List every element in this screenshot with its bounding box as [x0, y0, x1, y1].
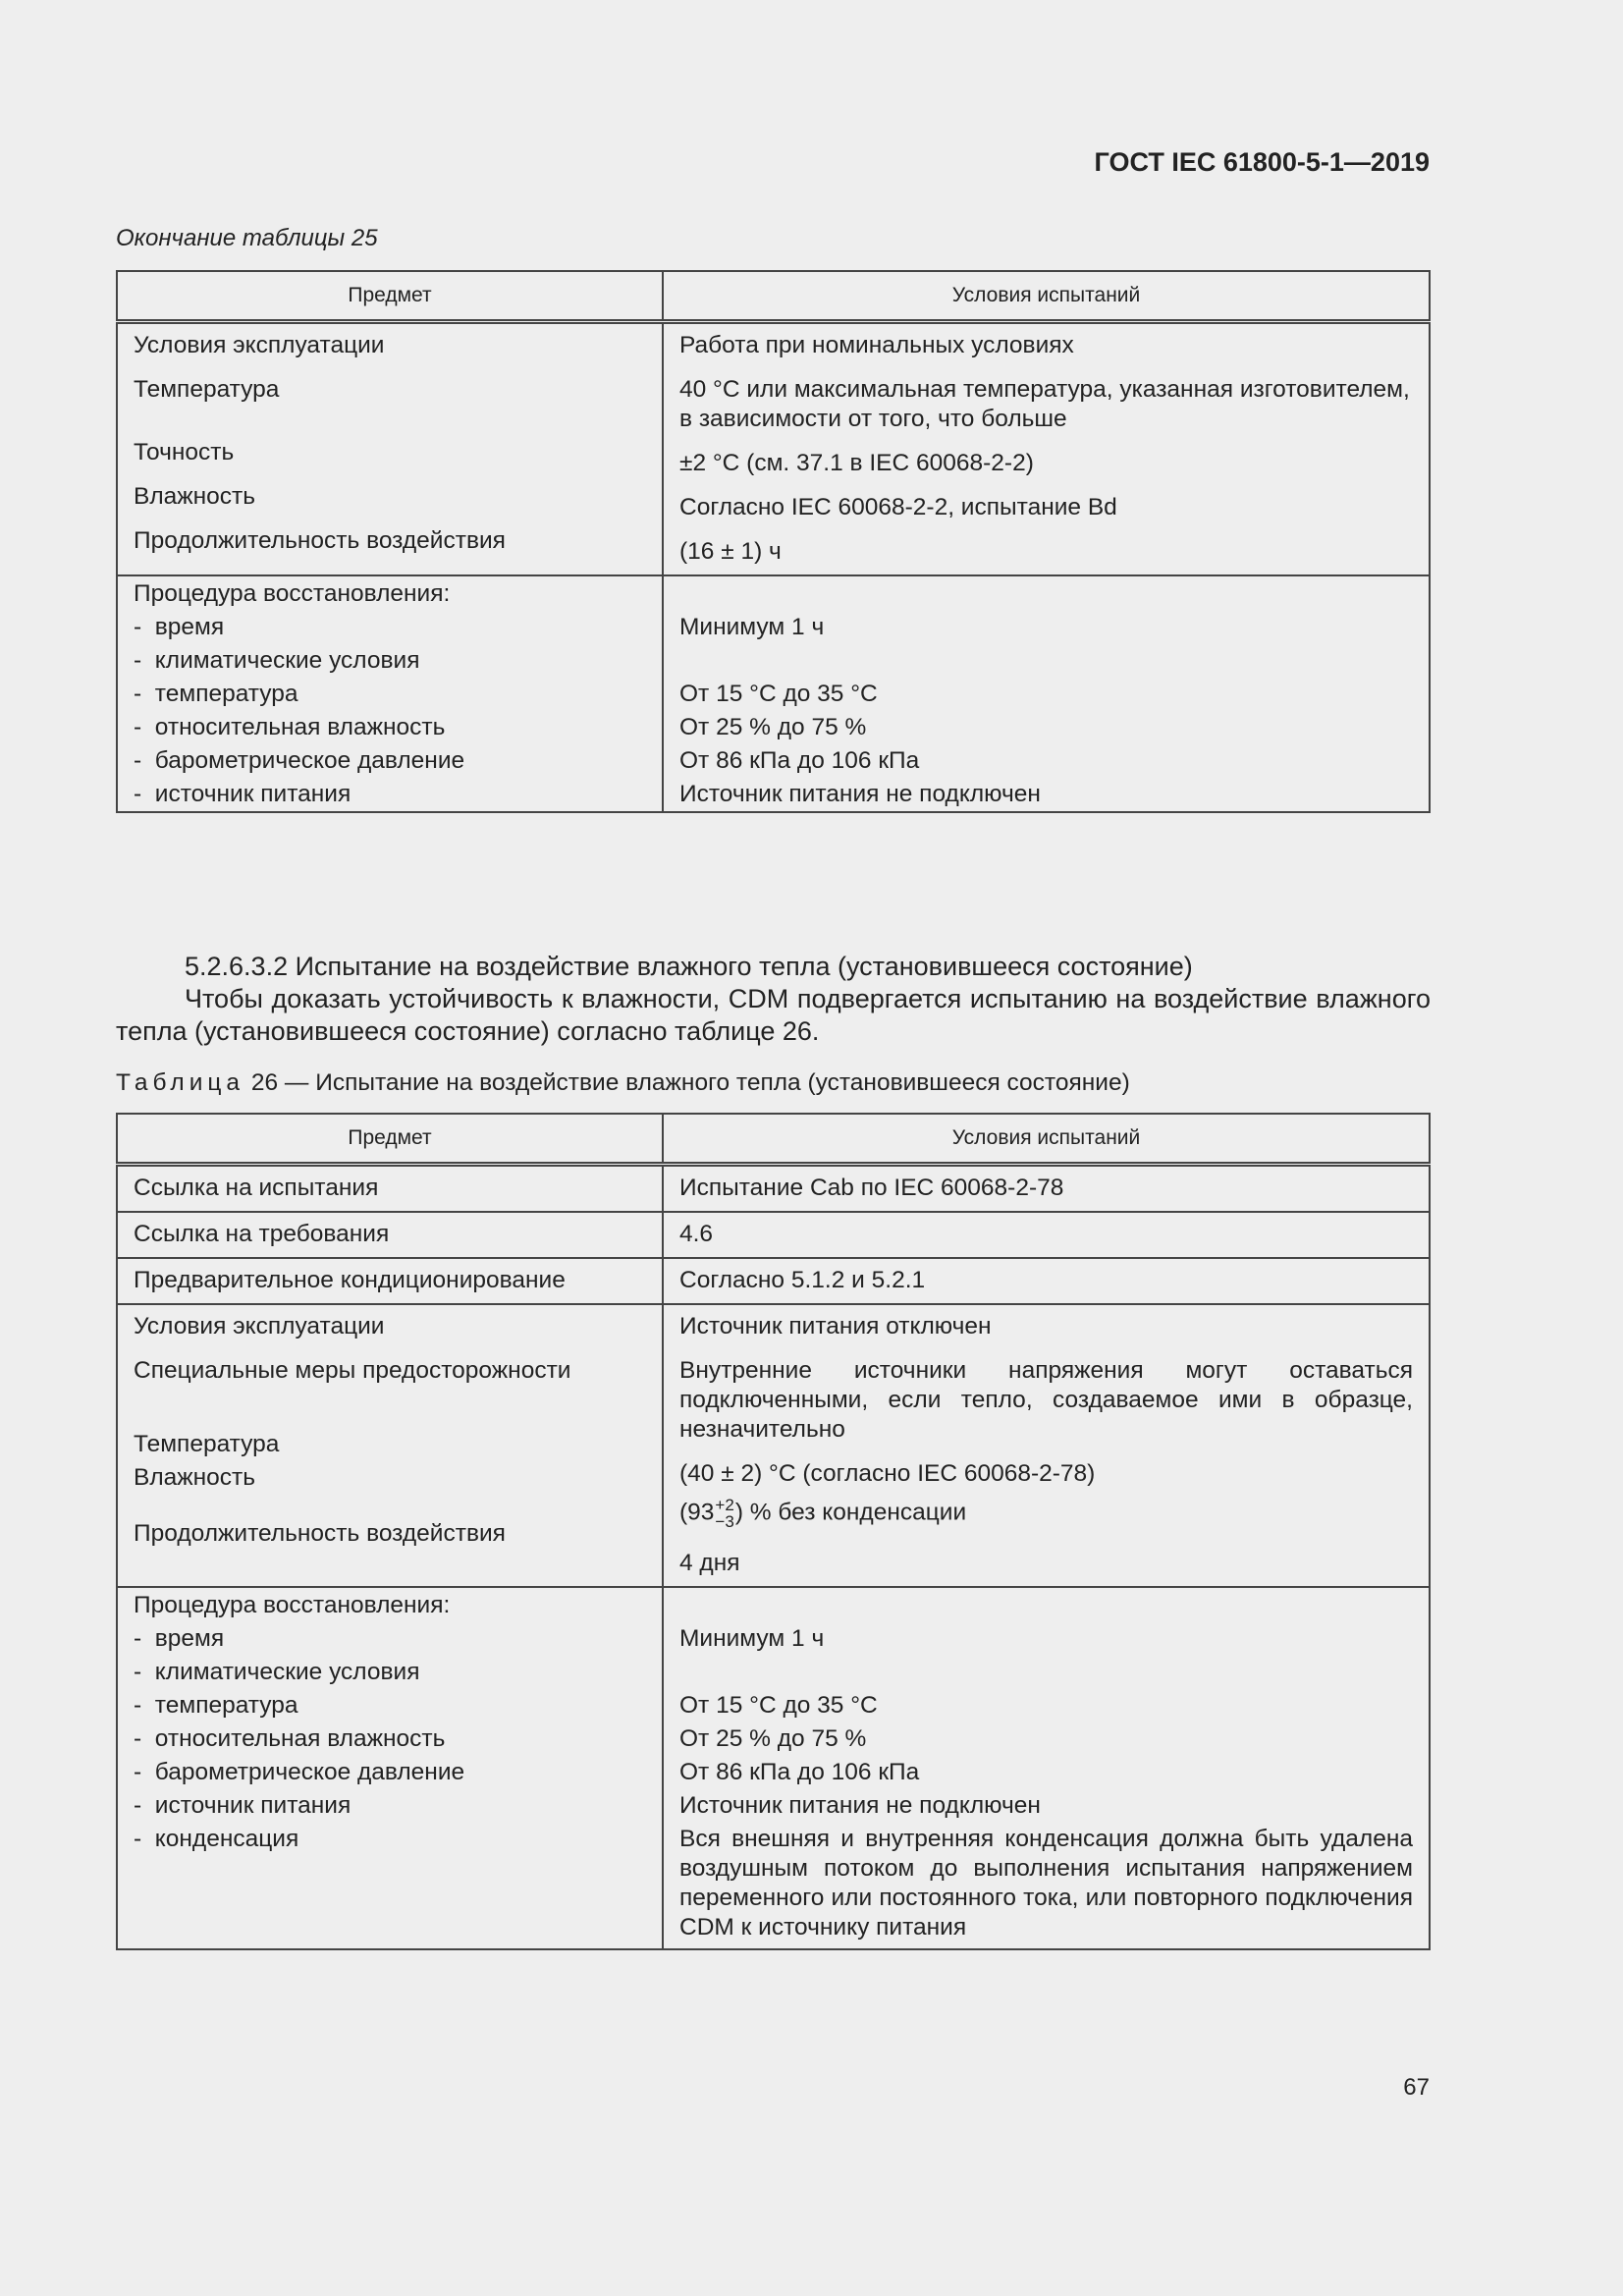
table-cell: - время [118, 1622, 662, 1656]
table-cell: - источник питания [118, 1789, 662, 1823]
table-caption-title: 26 — Испытание на воздействие влажного тепла (установившееся состояние) [244, 1069, 1130, 1096]
table-cell: - конденсация [118, 1823, 662, 1856]
table-cell: Источник питания отключен [679, 1313, 992, 1339]
column-header-conditions: Условия испытаний [663, 271, 1430, 322]
section-paragraph: Чтобы доказать устойчивость к влажности, CDM подвергается испытанию на воздействие влажного тепла (установившееся состояние) согласно таблице 26. [116, 984, 1431, 1046]
humidity-tolerance [715, 1497, 733, 1530]
table-cell: 40 °С или максимальная температура, указанная изготовителем, [679, 376, 1410, 403]
table-cell: Источник питания не подключен [679, 1792, 1041, 1819]
table-cell: Работа при номинальных условиях [679, 332, 1074, 358]
table-cell: От 15 °С до 35 °С [679, 681, 878, 707]
table-cell: - барометрическое давление [118, 1756, 662, 1789]
humidity-value: (93 [679, 1499, 715, 1526]
table-cell: - относительная влажность [118, 1722, 662, 1756]
table-cell: Минимум 1 ч [679, 1625, 825, 1652]
table-cell: - время [118, 611, 662, 644]
section-heading: 5.2.6.3.2 Испытание на воздействие влажного тепла (установившееся состояние) [185, 952, 1193, 981]
table-group-operating [117, 322, 1430, 576]
table-cell: Точность [134, 439, 235, 465]
column-header-subject: Предмет [117, 271, 663, 322]
table-cell: Согласно 5.1.2 и 5.2.1 [679, 1267, 926, 1293]
table-cell: Продолжительность воздействия [134, 1520, 506, 1547]
table-26 [116, 1113, 1431, 1950]
table-cell: (40 ± 2) °С (согласно IEC 60068-2-78) [679, 1460, 1096, 1487]
table-cell: От 86 кПа до 106 кПа [679, 747, 920, 774]
table-cell: Условия эксплуатации [134, 332, 385, 358]
table-cell: Вся внешняя и внутренняя конденсация должна быть удалена воздушным потоком до выполнения испытания напряжением переменного или постоянного тока, или повторного подключения CDM к источнику питания [679, 1826, 1413, 1941]
table-cell: 4.6 [679, 1221, 714, 1247]
table-continuation-caption: Окончание таблицы 25 [116, 225, 378, 251]
table-cell: - климатические условия [118, 1656, 662, 1689]
table-row [117, 1258, 1430, 1304]
table-cell: в зависимости от того, что больше [679, 406, 1067, 432]
table-cell: Предварительное кондиционирование [134, 1267, 566, 1293]
table-cell: - климатические условия [118, 644, 662, 678]
table-row [117, 1212, 1430, 1258]
table-cell [664, 644, 1429, 678]
table-cell: Температура [134, 1431, 280, 1457]
table-26-caption [116, 1069, 1130, 1097]
table-cell: Влажность [134, 1464, 256, 1491]
document-code: ГОСТ IEC 61800-5-1—2019 [1094, 147, 1430, 177]
tolerance-minus: −3 [715, 1512, 734, 1531]
table-group-operating [117, 1304, 1430, 1587]
table-caption-word: Таблица [116, 1069, 245, 1096]
table-cell: Условия эксплуатации [134, 1313, 385, 1339]
table-cell [664, 1656, 1429, 1689]
column-header-subject: Предмет [117, 1114, 663, 1165]
table-cell: - источник питания [118, 778, 662, 811]
table-cell: Минимум 1 ч [679, 614, 825, 640]
table-row [117, 1165, 1430, 1213]
table-cell: Влажность [134, 483, 256, 510]
table-cell: - температура [118, 1689, 662, 1722]
table-cell: От 25 % до 75 % [679, 714, 867, 740]
table-cell [118, 412, 662, 431]
table-cell: От 86 кПа до 106 кПа [679, 1759, 920, 1785]
tolerance-plus: +2 [715, 1496, 734, 1514]
table-cell: Специальные меры предосторожности [134, 1357, 571, 1384]
table-cell: - температура [118, 678, 662, 711]
column-header-conditions: Условия испытаний [663, 1114, 1430, 1165]
table-group-recovery [117, 1587, 1430, 1949]
table-cell: 4 дня [679, 1550, 740, 1576]
table-25-end [116, 270, 1431, 813]
table-cell: Продолжительность воздействия [134, 527, 506, 554]
table-cell-humidity [664, 1491, 1429, 1542]
table-cell: (16 ± 1) ч [679, 538, 782, 565]
table-cell: Процедура восстановления: [134, 1592, 451, 1618]
table-cell: От 25 % до 75 % [679, 1725, 867, 1752]
table-cell: ±2 °С (см. 37.1 в IEC 60068-2-2) [679, 450, 1034, 476]
table-cell [664, 1588, 1429, 1622]
table-cell: Испытание Cab по IEC 60068-2-78 [679, 1175, 1064, 1201]
table-cell: Ссылка на испытания [134, 1175, 379, 1201]
table-cell: - относительная влажность [118, 711, 662, 744]
table-cell: Согласно IEC 60068-2-2, испытание Bd [679, 494, 1117, 520]
table-cell: Ссылка на требования [134, 1221, 390, 1247]
table-cell: От 15 °С до 35 °С [679, 1692, 878, 1719]
page-number: 67 [1403, 2074, 1430, 2101]
table-cell: Внутренние источники напряжения могут оставаться подключенными, если тепло, создаваемое ими в образце, незначительно [679, 1357, 1413, 1443]
table-cell: - барометрическое давление [118, 744, 662, 778]
table-cell: Процедура восстановления: [134, 580, 451, 607]
humidity-unit: ) % без конденсации [734, 1499, 967, 1526]
table-cell: Температура [134, 376, 280, 403]
table-cell [664, 576, 1429, 611]
table-group-recovery [117, 575, 1430, 812]
table-cell: Источник питания не подключен [679, 781, 1041, 807]
